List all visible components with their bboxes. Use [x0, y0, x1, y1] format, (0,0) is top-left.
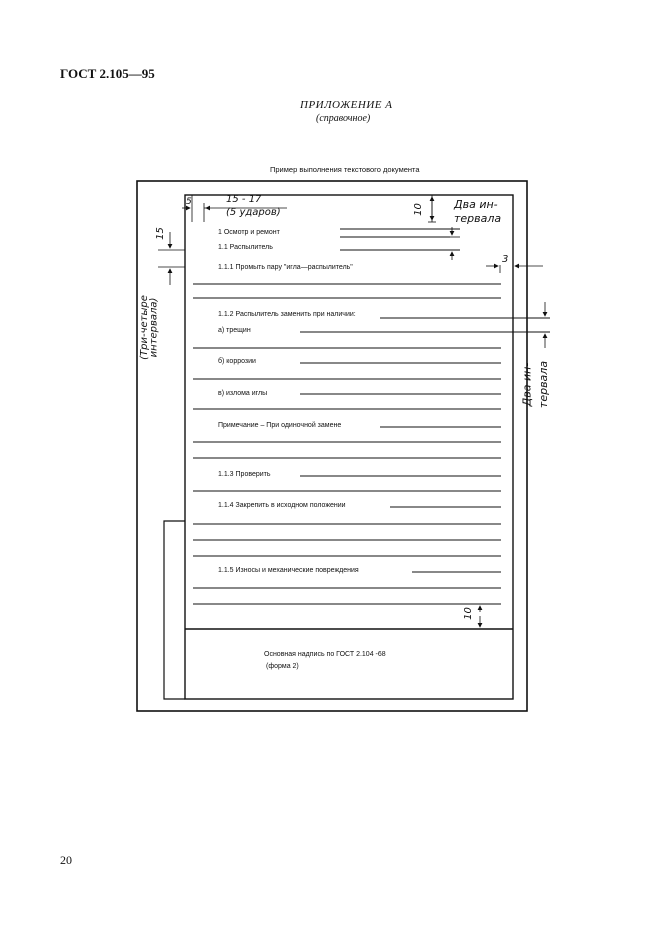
dim-10-bottom: 10: [462, 607, 474, 620]
title-block-line-1: Основная надпись по ГОСТ 2.104 -68: [264, 651, 386, 658]
three-four-intervals-label-b: интервала): [148, 297, 160, 358]
appendix-title: ПРИЛОЖЕНИЕ А: [300, 99, 393, 111]
text-line-9: 1.1.3 Проверить: [218, 471, 271, 478]
text-line-8: Примечание – При одиночной замене: [218, 422, 342, 429]
dim-5-strikes: (5 ударов): [226, 207, 281, 218]
text-line-7: в) излома иглы: [218, 390, 268, 397]
dim-15: 15: [154, 227, 166, 240]
example-title: Пример выполнения текстового документа: [270, 165, 420, 174]
text-line-1: 1 Осмотр и ремонт: [218, 229, 280, 236]
three-four-intervals-label-a: (Три-четыре: [138, 295, 150, 360]
two-intervals-top-b: тервала: [454, 212, 502, 225]
outer-sheet-border: [137, 181, 527, 711]
text-line-10: 1.1.4 Закрепить в исходном положении: [218, 502, 346, 509]
two-intervals-right-b: тервала: [537, 360, 551, 409]
text-line-4: 1.1.2 Распылитель заменить при наличии:: [218, 311, 356, 318]
text-line-5: а) трещин: [218, 327, 251, 334]
dim-10-top: 10: [412, 203, 424, 216]
two-intervals-top-a: Два ин-: [454, 198, 498, 211]
title-block-line-2: (форма 2): [266, 663, 299, 670]
document-code: ГОСТ 2.105—95: [60, 66, 155, 81]
dim-3: 3: [502, 254, 509, 265]
text-line-2: 1.1 Распылитель: [218, 244, 273, 251]
dim-15-17: 15 - 17: [226, 194, 262, 205]
text-line-3: 1.1.1 Промыть пару "игла—распылитель": [218, 264, 353, 271]
text-line-6: б) коррозии: [218, 358, 256, 365]
binding-strip: [164, 521, 185, 699]
appendix-subtitle: (справочное): [316, 113, 371, 124]
page-number: 20: [60, 853, 72, 867]
text-line-11: 1.1.5 Износы и механические повреждения: [218, 567, 359, 574]
dim-5: 5: [186, 197, 192, 207]
two-intervals-right-a: Два ин-: [520, 362, 534, 407]
